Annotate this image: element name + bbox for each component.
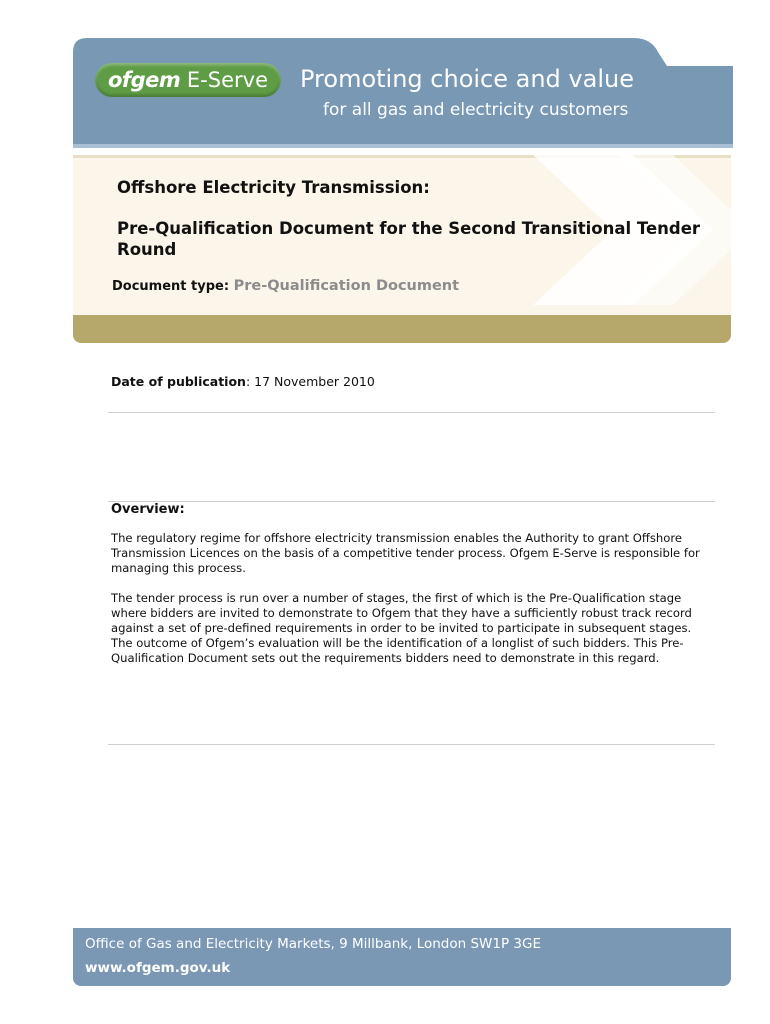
document-type-label: Document type:	[112, 279, 234, 294]
divider	[108, 744, 715, 745]
publication-date	[111, 374, 375, 389]
document-title-line-1: Offshore Electricity Transmission:	[117, 178, 430, 197]
ofgem-eserve-logo	[95, 63, 281, 97]
publication-date-value: : 17 November 2010	[245, 374, 375, 389]
document-title-line-2: Pre-Qualification Document for the Second Transitional Tender Round	[117, 219, 701, 259]
title-bottom-band	[73, 315, 731, 343]
logo-suffix: E-Serve	[180, 68, 268, 92]
overview-paragraph-2: The tender process is run over a number of stages, the first of which is the Pre-Qualification stage where bidders are invited to demonstrate to Ofgem that they have a sufficiently robust track record against a set of pre-defined requirements in order to be invited to participate in subsequent stages. The outcome of Ofgem’s evaluation will be the identification of a longlist of such bidders. This Pre-Qualification Document sets out the requirements bidders need to demonstrate in this regard.	[111, 591, 692, 665]
header-banner	[73, 38, 733, 148]
publication-date-label: Date of publication	[111, 374, 246, 389]
footer-address: Office of Gas and Electricity Markets, 9 Millbank, London SW1P 3GE	[85, 936, 541, 952]
logo-brand: ofgem	[108, 68, 181, 92]
slogan-line-2: for all gas and electricity customers	[323, 100, 629, 120]
overview-paragraph-1: The regulatory regime for offshore electricity transmission enables the Authority to grant Offshore Transmission Licences on the basis of a competitive tender process. Ofgem E-Serve is responsible for managing this process.	[111, 531, 700, 575]
slogan-line-1: Promoting choice and value	[300, 65, 634, 93]
divider	[108, 501, 715, 502]
footer-banner	[73, 928, 731, 986]
title-box	[73, 155, 731, 343]
footer-website-link[interactable]: www.ofgem.gov.uk	[85, 960, 231, 976]
overview-heading: Overview:	[111, 502, 185, 517]
document-type-value: Pre-Qualification Document	[233, 278, 460, 294]
divider	[108, 412, 715, 413]
document-type	[112, 278, 459, 294]
